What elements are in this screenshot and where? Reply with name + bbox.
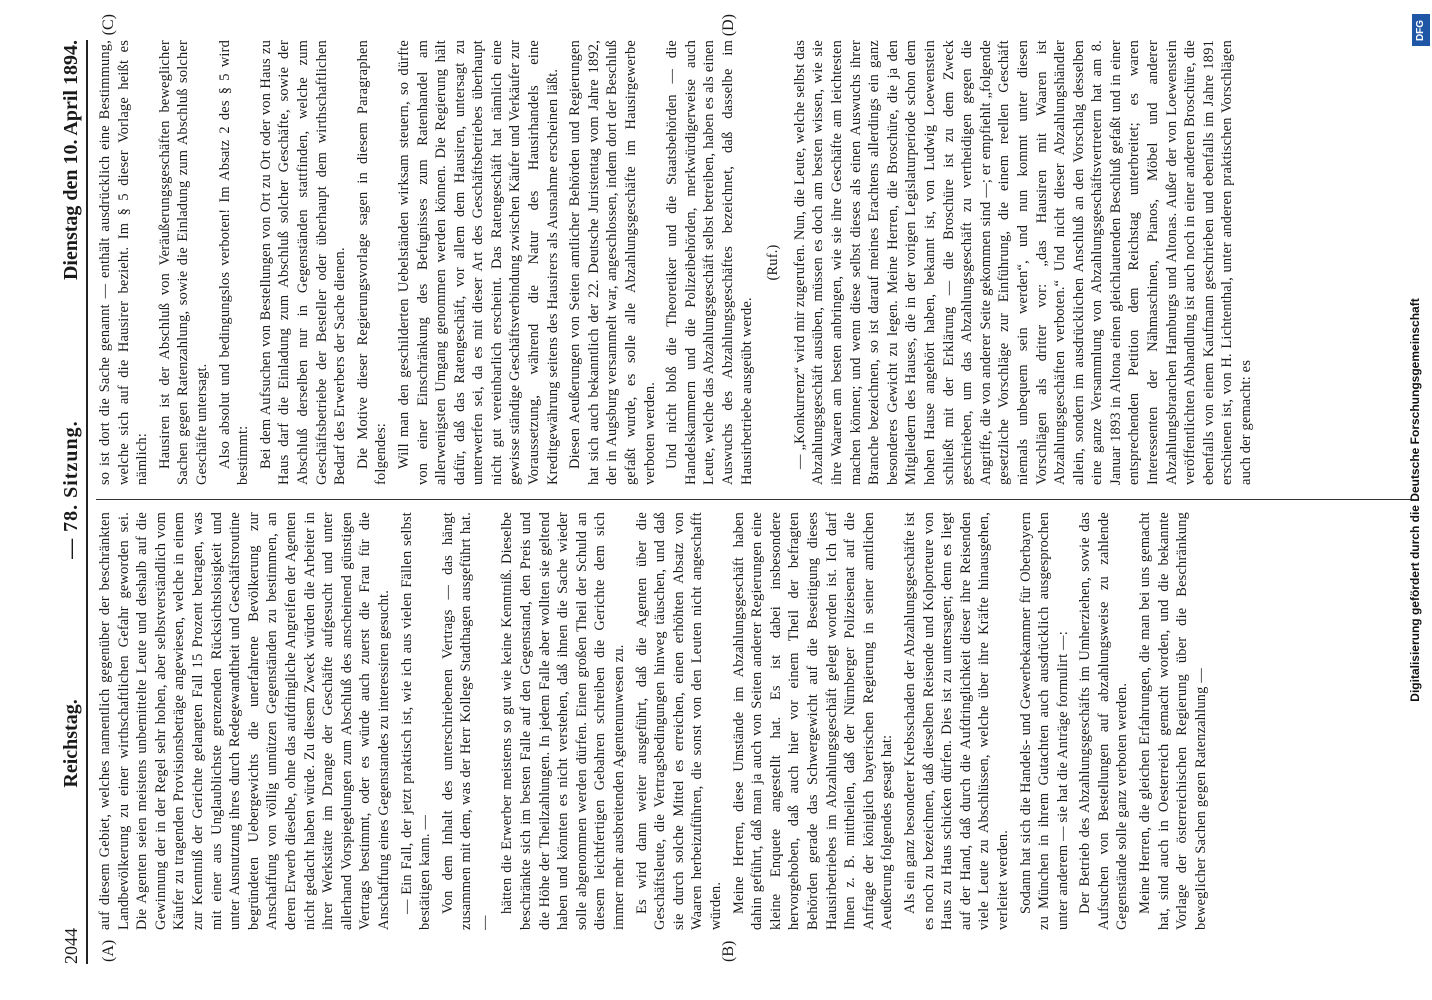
page-number: 2044 (60, 928, 81, 964)
credit-text: Digitalisierung gefördert durch die Deutsche Forschungsgemeinschaft (1408, 298, 1422, 702)
margin-marker-a: (A) (100, 939, 117, 962)
digitization-credit (1398, 0, 1432, 1000)
paragraph: auf diesem Gebiet, welches namentlich gegenüber der beschränkten Landbevölkerung zu einer wirthschaftlichen Gefahr geworden sei. Die Agenten seien meistens unbemittelte Leute und deshalb auf die Gewinnung der in der Regel sehr hohen, aber selbstverständlich vom Käufer zu tragenden Provisionsbeträge angewiesen, welche in einem zur Kenntniß der Gerichte gelangten Fall 15 Prozent betragen, was mit einer aus Unglaublichste grenzenden Rücksichtslosigkeit und unter Ausnutzung ihres durch Redegewandtheit und Geschäftsroutine begründeten Uebergewichts die unerfahrene Bevölkerung zur Anschaffung von völlig unnützen Gegenständen zu bestimmen, an deren Erwerb dieselbe, ohne das aufdringliche Angreifen der Agenten nicht gedacht haben würde. Zu diesem Zweck würden die Arbeiter in ihrer Werkstätte im Drange der Geschäfte aufgesucht und unter allerhand Vorspiegelungen zum Abschluß des anscheinend günstigen Vertrags bestimmt, oder es würde auch zuerst die Frau für die Anschaffung eines Gegenstandes zu interessiren gesucht. (97, 512, 392, 930)
margin-marker-b: (B) (720, 940, 737, 962)
paragraph: Und nicht bloß die Theoretiker und die Staatsbehörden — die Handelskammern und die Polizeibehörden, merkwürdigerweise auch Leute, welche das Abzahlungsgeschäft selbst betreiben, haben es als einen Auswuchs des Abzahlungsgeschäftes bezeichnet, daß dasselbe im Hausirbetriebe ausgeübt werde. (664, 40, 755, 485)
column-divider (96, 499, 1412, 500)
paragraph: Sodann hat sich die Handels- und Gewerbekammer für Oberbayern zu München in ihrem Gutachten auch ausdrücklich ausgesprochen unter anderem — sie hat die Anträge formulirt —: (1017, 512, 1071, 930)
paragraph: Diesen Aeußerungen von Seiten amtlicher Behörden und Regierungen hat sich auch bekanntlich der 22. Deutsche Juristentag vom Jahre 1892, der in Augsburg versammelt war, angeschlossen, indem dort der Beschluß gefaßt wurde, es solle alle Abzahlungsgeschäfte im Hausirgewerbe verboten werden. (567, 40, 658, 485)
margin-marker-d: (D) (720, 14, 737, 37)
right-column (96, 40, 1396, 485)
paragraph: Bei dem Aufsuchen von Bestellungen von Ort zu Ort oder von Haus zu Haus darf die Einladung zum Abschluß solcher Geschäfte, sowie der Abschluß derselben nur in Gegenständen stattfinden, welche zum Geschäftsbetriebe der Besteller oder überhaupt dem wirthschaftlichen Bedarf des Erwerbers der Sache dienen. (257, 40, 349, 485)
paragraph: Von dem Inhalt des unterschriebenen Vertrags — das hängt zusammen mit dem, was der Herr Kollege Stadthagen ausgeführt hat. — (439, 512, 493, 930)
paragraph: Meine Herren, diese Umstände im Abzahlungsgeschäft haben dahin geführt, daß man ja auch von Seiten anderer Regierungen eine kleine Enquete angestellt hat. Es ist dabei insbesondere hervorgehoben, daß auch hier vor einem Theil der befragten Behörden gerade das Schwergewicht auf die Beseitigung dieses Hausirbetriebes im Abzahlungsgeschäft gelegt worden ist. Ich darf Ihnen z. B. mittheilen, daß der Nürnberger Polizeisenat auf die Anfrage der königlich bayerischen Regierung in seiner amtlichen Aeußerung folgendes gesagt hat: (730, 512, 896, 930)
paragraph: Es wird dann weiter ausgeführt, daß die Agenten über die Geschäftsleute, die Vertragsbedingungen hinweg täuschen, und daß sie durch solche Mittel es erreichen, einen erhöhten Absatz von Waaren herbeizuführen, die sonst von den Leuten nicht angeschafft würden. (633, 512, 724, 930)
margin-marker-c: (C) (100, 14, 117, 36)
paragraph: Als ein ganz besonderer Krebsschaden der Abzahlungsgeschäfte ist es noch zu bezeichnen, daß dieselben Reisende und Kolporteure von Haus zu Haus schicken dürfen. Dies ist zu untersagen; denn es liegt auf der Hand, daß durch die Aufdringlichkeit dieser ihre Reisenden viele Leute zu Abschlüssen, welche über ihre Kräfte hinausgehen, verleitet werden. (901, 512, 1011, 930)
left-column (96, 512, 1396, 930)
header-session: — 78. Sitzung. (59, 420, 82, 559)
interjection: (Ruf.) (765, 244, 782, 281)
paragraph: Hausiren ist der Abschluß von Veräußerungsgeschäften beweglicher Sachen gegen Ratenzahlung, sowie die Einladung zum Abschluß solcher Geschäfte untersagt. (156, 40, 210, 485)
paragraph: Meine Herren, die gleichen Erfahrungen, die man bei uns gemacht hat, sind auch in Oesterreich gemacht worden, und die bekannte Vorlage der österreichischen Regierung über die Beschränkung beweglicher Sachen gegen Ratenzahlung — (1137, 512, 1209, 930)
paragraph: Der Betrieb des Abzahlungsgeschäfts im Umherziehen, sowie das Aufsuchen von Bestellungen auf abzahlungsweise zu zahlende Gegenstände solle ganz verboten werden. (1077, 512, 1131, 930)
paragraph: Die Motive dieser Regierungsvorlage sagen in diesem Paragraphen folgendes: (354, 40, 390, 485)
paragraph: Also absolut und bedingungslos verboten! Im Absatz 2 des § 5 wird bestimmt: (216, 40, 252, 485)
paragraph: Will man den geschilderten Uebelständen wirksam steuern, so dürfte von einer Einschränkung des Befugnisses zum Ratenhandel am allerwenigsten Umgang genommen werden können. Die Regierung hält dafür, daß das Ratengeschäft, vor allem dem Hausiren, untersagt zu unterwerfen sei, da es mit dieser Art des Geschäftsbetriebes überhaupt nicht gut vereinbarlich erscheint. Das Ratengeschäft hat nämlich eine gewisse ständige Geschäftsverbindung zwischen Käufer und Verkäufer zur Voraussetzung, während die Natur des Hausirhandels eine Kreditgewährung seitens des Hausirers als Ausnahme erscheinen läßt. (395, 40, 561, 485)
paragraph: — „Konkurrenz“ wird mir zugerufen. Nun, die Leute, welche selbst das Abzahlungsgeschäft ausüben, müssen es doch am besten wissen, wie sie ihre Waaren am besten anbringen, wie sie ihre Geschäfte am leichtesten machen können; und wenn diese selbst dieses als einen Auswuchs ihrer Branche bezeichnen, so ist darauf meines Erachtens allerdings ein ganz besonderes Gewicht zu legen. Meine Herren, die Broschüre, die ja den Mitgliedern des Hauses, die in der vorigen Legislaturperiode schon dem hohen Hause angehört haben, bekannt ist, von Ludwig Loewenstein schließt mit der Erklärung — die Broschüre ist zu dem Zweck geschrieben, um das Abzahlungsgeschäft zu vertheidigen gegen die Angriffe, die von anderer Seite gekommen sind —; er empfiehlt „folgende gesetzliche Vorschläge zur Einführung, die einem reellen Geschäft niemals unbequem sein werden“, und nun kommt unter diesen Vorschlägen als dritter vor: „das Hausiren mit Waaren ist Abzahlungsgeschäften verboten.“ Und nicht dieser Abzahlungshändler allein, sondern im ausdrücklichen Anschluß an den Vorschlag desselben eine ganze Versammlung von Abzahlungsgeschäftsvertretern hat am 8. Januar 1893 in Altona einen gleichlautenden Beschluß gefaßt und in einer entsprechenden Petition dem Reichstag unterbreitet; es waren Interessenten der Nähmaschinen, Pianos, Möbel und anderer Abzahlungsbranchen Hamburgs und Altonas. Außer der von Loewenstein veröffentlichten Abhandlung ist auch noch in einer anderen Broschüre, die ebenfalls von einem Kaufmann geschrieben und ebenfalls im Jahre 1891 erschienen ist, von H. Lichtenthal, unter anderen praktischen Vorschlägen auch der gemacht: es (791, 40, 1255, 485)
dfg-logo-icon: DFG (1412, 14, 1430, 46)
paragraph: — Ein Fall, der jetzt praktisch ist, wie ich aus vielen Fällen selbst bestätigen kann. — (398, 512, 434, 930)
header-title: Reichstag. (59, 699, 82, 788)
page-header (56, 40, 88, 964)
paragraph: so ist dort die Sache genannt — enthält ausdrücklich eine Bestimmung, welche sich auf die Hausirer bezieht. Im § 5 dieser Vorlage heißt es nämlich: (97, 40, 151, 485)
header-date: Dienstag den 10. April 1894. (59, 40, 82, 281)
paragraph: hätten die Erwerber meistens so gut wie keine Kenntniß. Dieselbe beschränkte sich im besten Falle auf den Gegenstand, den Preis und die Höhe der Theilzahlungen. In jedem Falle aber wollten sie geltend haben und könnten es nicht verstehen, daß ihnen die Sache wieder solle abgenommen werden dürfen. Einen großen Theil der Schuld an diesem leichtfertigen Gebahren schreiben die Gerichte dem sich immer mehr ausbreitenden Agentenunwesen zu. (499, 512, 628, 930)
